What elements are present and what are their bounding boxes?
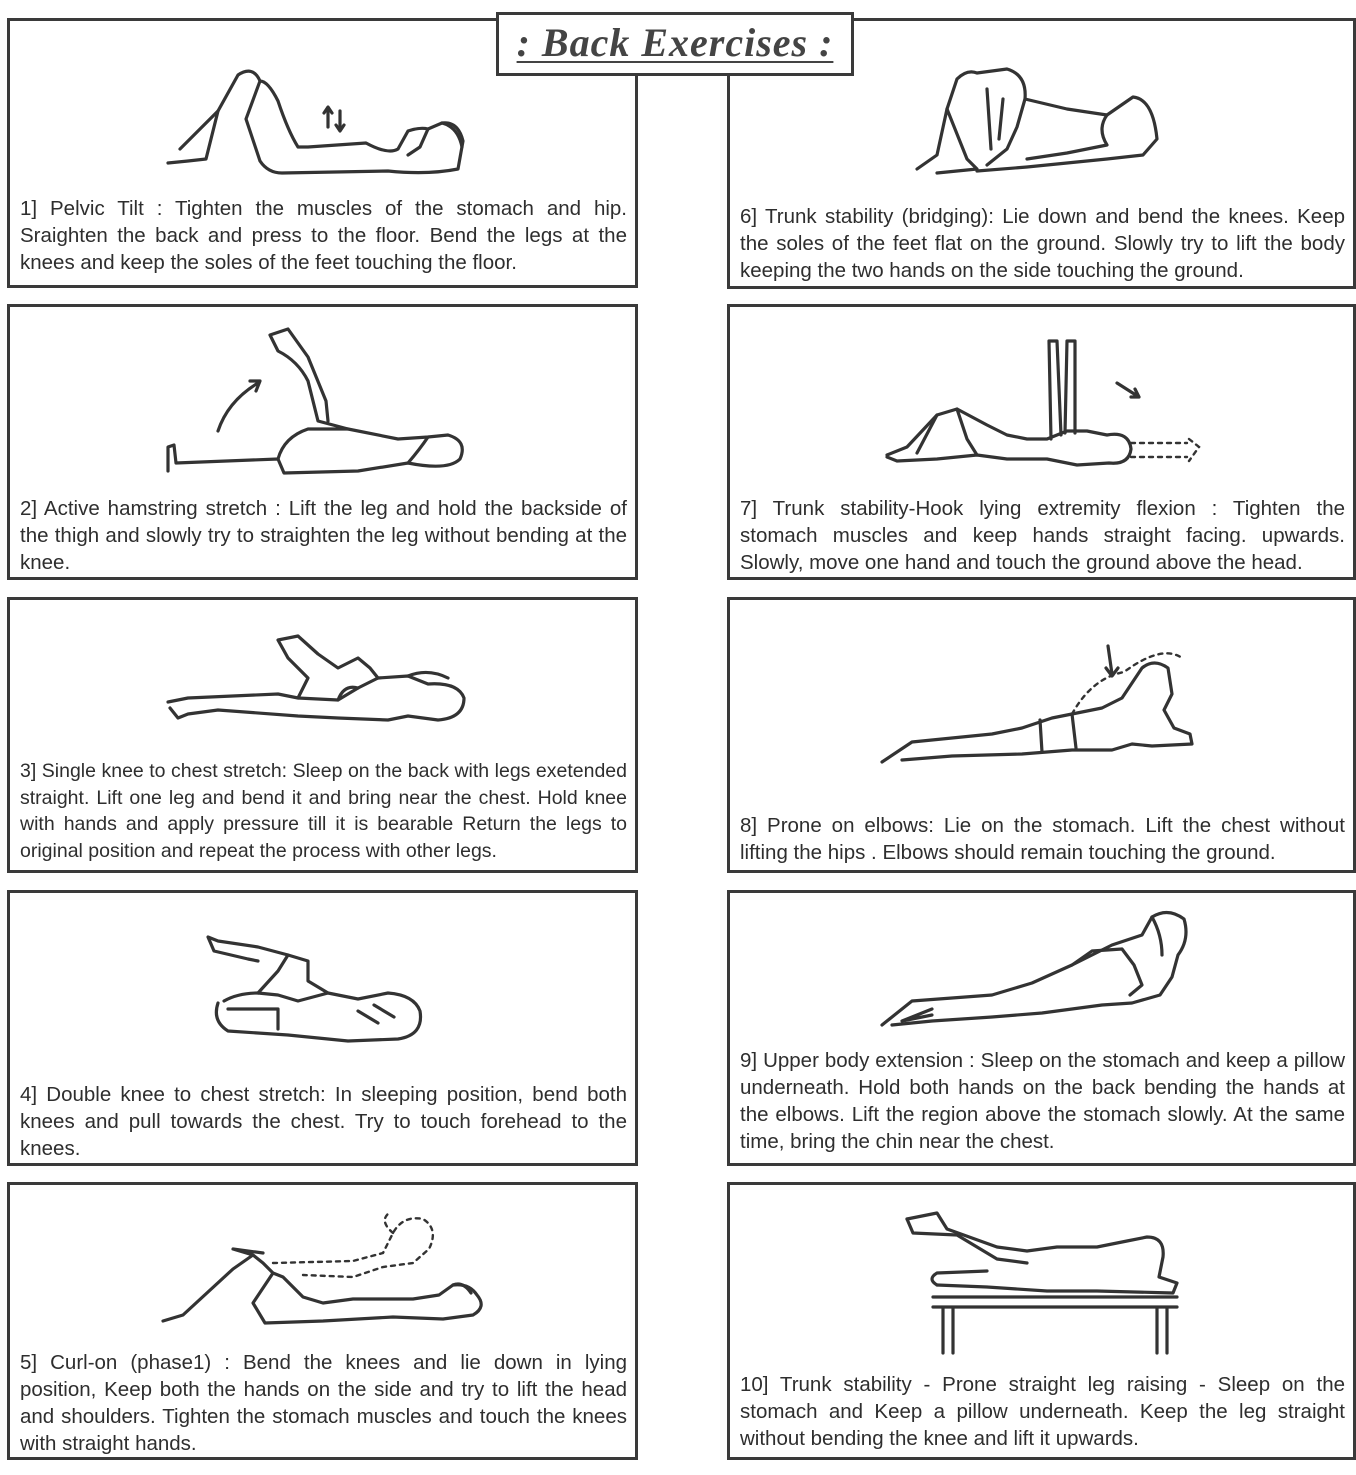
exercise-card-2 (7, 304, 638, 580)
page-title-box (496, 12, 854, 76)
exercise-description: 4] Double knee to chest stretch: In sleeping position, bend both knees and pull towards the chest. Try to touch forehead to the knees. (20, 1083, 627, 1160)
page-title: : Back Exercises : (516, 20, 834, 65)
exercise-description: 2] Active hamstring stretch : Lift the leg and hold the backside of the thigh and slowly try to straighten the leg without bending at the knee. (20, 497, 627, 574)
exercise-card-4 (7, 890, 638, 1166)
exercise-card-5 (7, 1182, 638, 1460)
exercise-card-7 (727, 304, 1356, 580)
exercise-card-10 (727, 1182, 1356, 1460)
curl-on-illustration-icon (10, 1203, 635, 1333)
exercise-description: 6] Trunk stability (bridging): Lie down and bend the knees. Keep the soles of the feet flat on the ground. Slowly try to lift the body keeping the two hands on the side touching the ground. (740, 205, 1345, 282)
exercise-description: 1] Pelvic Tilt : Tighten the muscles of the stomach and hip. Sraighten the back and press to the floor. Bend the legs at the knees and keep the soles of the feet touching the floor. (20, 197, 627, 274)
exercise-description: 3] Single knee to chest stretch: Sleep on the back with legs exetended straight. Lift one leg and bend it and bring near the chest. Hold knee with hands and apply pressure till it is bearable Return the legs to original position and repeat the process with other legs. (20, 760, 627, 862)
prone-leg-raise-illustration-icon (730, 1207, 1353, 1357)
upper-body-extension-illustration-icon (730, 905, 1353, 1035)
exercise-card-9 (727, 890, 1356, 1166)
exercise-description: 7] Trunk stability-Hook lying extremity flexion : Tighten the stomach muscles and keep hands straight facing. upwards. Slowly, move one hand and touch the ground above the head. (740, 497, 1345, 574)
hook-lying-flexion-illustration-icon (730, 335, 1353, 475)
single-knee-to-chest-illustration-icon (10, 628, 635, 728)
exercise-description: 5] Curl-on (phase1) : Bend the knees and lie down in lying position, Keep both the hands on the side and try to lift the head and shoulders. Tighten the stomach muscles and touch the knees with straight hands. (20, 1351, 627, 1455)
double-knee-to-chest-illustration-icon (10, 931, 635, 1051)
exercise-card-8 (727, 597, 1356, 873)
exercise-description: 10] Trunk stability - Prone straight leg raising - Sleep on the stomach and Keep a pillow underneath. Keep the leg straight without bending the knee and lift it upwards. (740, 1373, 1345, 1450)
prone-on-elbows-illustration-icon (730, 638, 1353, 768)
exercise-card-3 (7, 597, 638, 873)
exercise-description: 8] Prone on elbows: Lie on the stomach. Lift the chest without lifting the hips . Elbows should remain touching the ground. (740, 814, 1345, 864)
exercise-description: 9] Upper body extension : Sleep on the stomach and keep a pillow underneath. Hold both hands on the back bending the hands at the elbows. Lift the region above the stomach slowly. At the same time, bring the chin near the chest. (740, 1049, 1345, 1153)
hamstring-stretch-illustration-icon (10, 321, 635, 481)
